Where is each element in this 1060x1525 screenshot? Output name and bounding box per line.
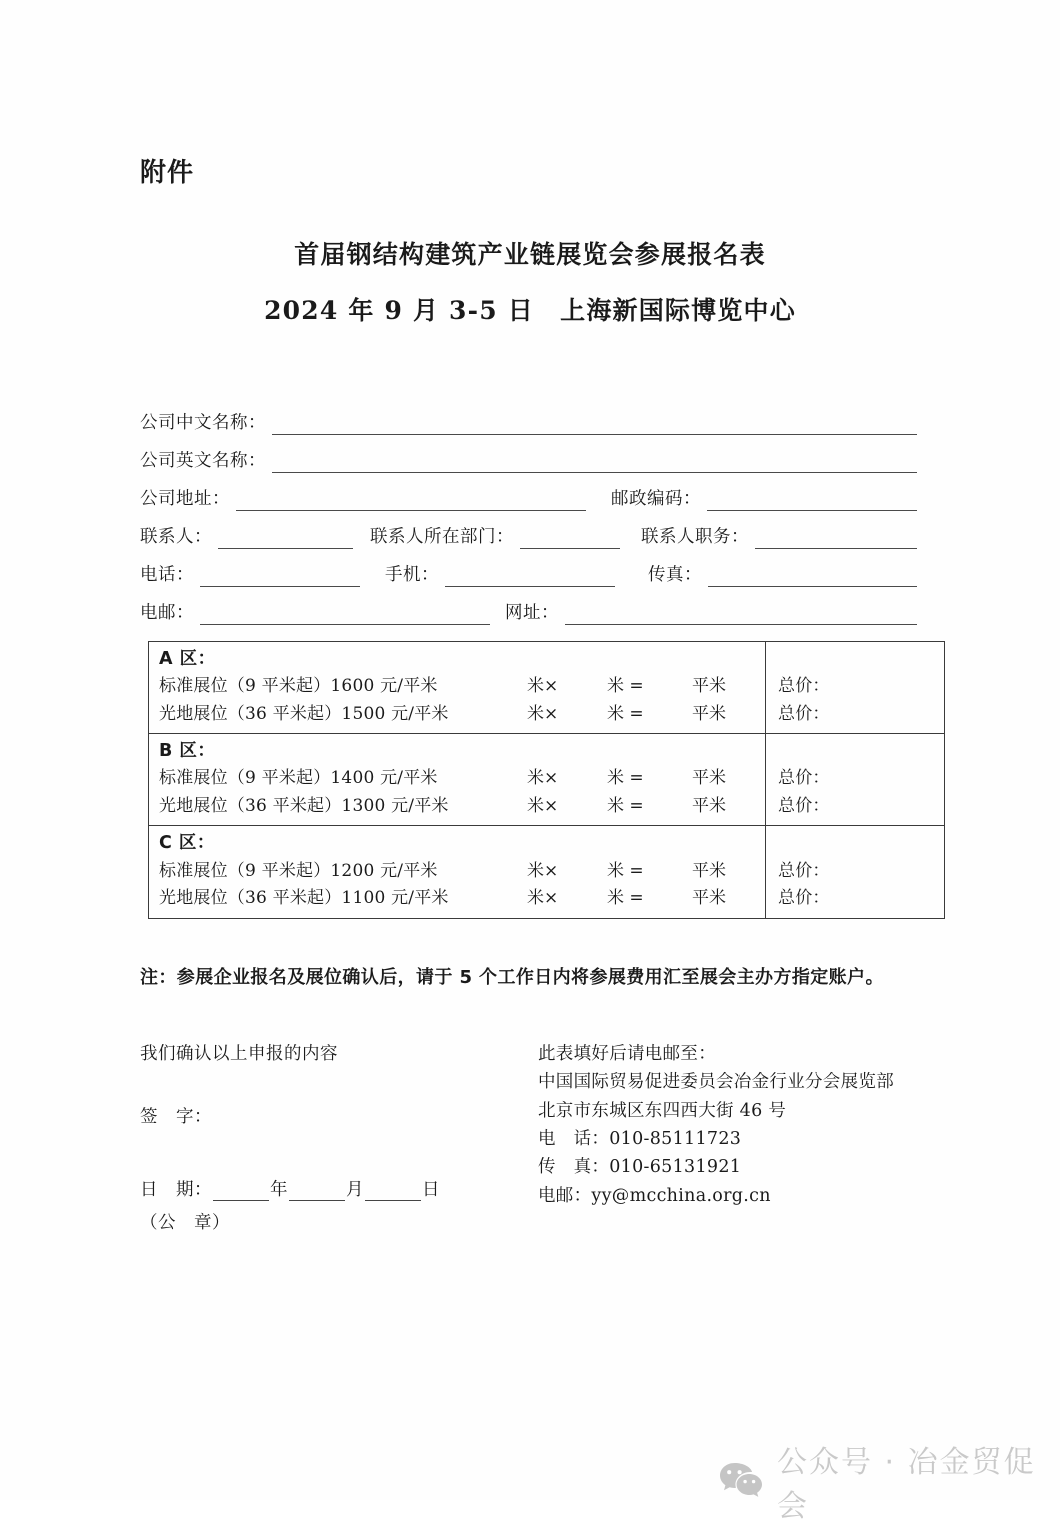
zone-c-booth-standard: [159, 858, 765, 886]
postcode-label: 邮政编码：: [611, 489, 701, 509]
width-unit[interactable]: 米×: [527, 888, 559, 909]
signature-field[interactable]: 签 字：: [140, 1107, 212, 1127]
registration-form: [140, 415, 920, 643]
fax-label: 传真：: [648, 565, 702, 585]
zone-c-details: [149, 826, 766, 917]
watermark-text: 公众号 · 冶金贸促会: [777, 1445, 1036, 1524]
table-row: [149, 826, 944, 917]
booth-description: 光地展位（36 平米起）1500 元/平米: [159, 703, 449, 724]
form-row-phone: [140, 567, 920, 587]
wechat-icon: [718, 1461, 764, 1501]
form-row-address: [140, 491, 920, 511]
official-seal-label: （公 章）: [140, 1213, 230, 1233]
submission-intro: 此表填好后请电邮至：: [538, 1044, 716, 1064]
watermark: [718, 1437, 1060, 1525]
company-cn-label: 公司中文名称：: [140, 413, 266, 433]
zone-b-name: B 区：: [159, 741, 216, 762]
fax-input[interactable]: [708, 570, 917, 587]
booth-description: 光地展位（36 平米起）1300 元/平米: [159, 795, 449, 816]
zone-c-booth-raw: [159, 885, 765, 913]
department-input[interactable]: [520, 532, 620, 549]
zone-b-details: [149, 734, 766, 825]
zone-c-totals: [766, 826, 944, 917]
website-input[interactable]: [565, 608, 917, 625]
length-unit[interactable]: 米 =: [607, 888, 644, 909]
title-block: [0, 238, 1060, 328]
submission-email: 电邮：yy@mcchina.org.cn: [538, 1185, 771, 1206]
zone-b-booth-raw: [159, 793, 765, 821]
zone-a-details: [149, 642, 766, 733]
confirmation-statement: 我们确认以上申报的内容: [140, 1044, 338, 1064]
total-price-field[interactable]: 总价：: [778, 768, 830, 789]
zone-a-name: A 区：: [159, 649, 216, 669]
submission-organization: 中国国际贸易促进委员会冶金行业分会展览部: [538, 1072, 894, 1093]
contact-input[interactable]: [218, 532, 353, 549]
length-unit[interactable]: 米 =: [607, 676, 644, 697]
zone-b-booth-standard: [159, 765, 765, 793]
area-unit[interactable]: 平米: [692, 676, 726, 697]
width-unit[interactable]: 米×: [527, 860, 559, 881]
year-unit: 年: [270, 1180, 288, 1200]
position-input[interactable]: [755, 532, 917, 549]
form-row-contact: [140, 529, 920, 549]
total-price-field[interactable]: 总价：: [778, 888, 830, 909]
confirmation-block: [140, 1040, 440, 1234]
mobile-label: 手机：: [385, 565, 439, 585]
zone-a-totals: [766, 642, 944, 733]
phone-input[interactable]: [200, 570, 360, 587]
area-unit[interactable]: 平米: [692, 888, 726, 909]
email-input[interactable]: [200, 608, 490, 625]
total-price-field[interactable]: 总价：: [778, 795, 830, 816]
booth-description: 标准展位（9 平米起）1600 元/平米: [159, 676, 438, 697]
area-unit[interactable]: 平米: [692, 703, 726, 724]
month-input[interactable]: [289, 1185, 345, 1201]
total-price-field[interactable]: 总价：: [778, 676, 830, 697]
length-unit[interactable]: 米 =: [607, 768, 644, 789]
company-en-label: 公司英文名称：: [140, 451, 266, 471]
submission-block: [538, 1040, 894, 1210]
length-unit[interactable]: 米 =: [607, 860, 644, 881]
area-unit[interactable]: 平米: [692, 768, 726, 789]
booth-description: 标准展位（9 平米起）1200 元/平米: [159, 860, 438, 881]
submission-fax: 传 真：010-65131921: [538, 1157, 742, 1178]
area-unit[interactable]: 平米: [692, 860, 726, 881]
zone-a-booth-raw: [159, 701, 765, 729]
booth-description: 标准展位（9 平米起）1400 元/平米: [159, 768, 438, 789]
email-label: 电邮：: [140, 603, 194, 623]
position-label: 联系人职务：: [641, 527, 749, 547]
day-input[interactable]: [365, 1185, 421, 1201]
total-price-field[interactable]: 总价：: [778, 703, 830, 724]
mobile-input[interactable]: [445, 570, 615, 587]
zone-b-totals: [766, 734, 944, 825]
page-title: 首届钢结构建筑产业链展览会参展报名表: [294, 240, 766, 269]
department-label: 联系人所在部门：: [370, 527, 514, 547]
width-unit[interactable]: 米×: [527, 703, 559, 724]
day-unit: 日: [422, 1180, 440, 1200]
website-label: 网址：: [505, 603, 559, 623]
booth-description: 光地展位（36 平米起）1100 元/平米: [159, 888, 449, 909]
submission-phone: 电 话：010-85111723: [538, 1129, 742, 1150]
address-label: 公司地址：: [140, 489, 230, 509]
zone-a-booth-standard: [159, 673, 765, 701]
contact-label: 联系人：: [140, 527, 212, 547]
table-row: [149, 642, 944, 734]
zone-c-name: C 区：: [159, 833, 215, 854]
submission-address: 北京市东城区东四西大街 46 号: [538, 1100, 787, 1121]
width-unit[interactable]: 米×: [527, 795, 559, 816]
booth-price-table: [148, 641, 945, 919]
company-en-input[interactable]: [272, 456, 917, 473]
date-label: 日 期：: [140, 1180, 212, 1200]
phone-label: 电话：: [140, 565, 194, 585]
total-price-field[interactable]: 总价：: [778, 860, 830, 881]
page-subtitle: 2024 年 9 月 3-5 日 上海新国际博览中心: [264, 295, 796, 325]
attachment-label: 附件: [140, 158, 195, 188]
address-input[interactable]: [236, 494, 586, 511]
width-unit[interactable]: 米×: [527, 768, 559, 789]
payment-note: 注：参展企业报名及展位确认后，请于 5 个工作日内将参展费用汇至展会主办方指定账户。: [140, 967, 884, 988]
month-unit: 月: [346, 1180, 364, 1200]
form-row-email: [140, 605, 920, 625]
date-field[interactable]: [140, 1176, 440, 1201]
area-unit[interactable]: 平米: [692, 795, 726, 816]
company-cn-input[interactable]: [272, 418, 917, 435]
table-row: [149, 734, 944, 826]
length-unit[interactable]: 米 =: [607, 703, 644, 724]
year-input[interactable]: [213, 1185, 269, 1201]
form-row-company-cn: [140, 415, 920, 435]
width-unit[interactable]: 米×: [527, 676, 559, 697]
postcode-input[interactable]: [707, 494, 917, 511]
form-row-company-en: [140, 453, 920, 473]
length-unit[interactable]: 米 =: [607, 795, 644, 816]
